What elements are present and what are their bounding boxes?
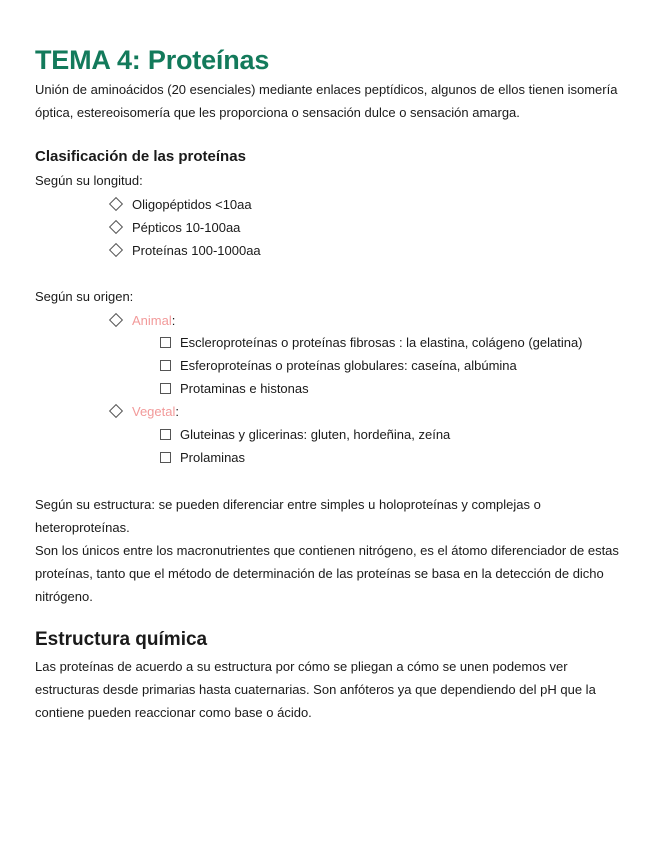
- animal-item: Esferoproteínas o proteínas globulares: caseína, albúmina: [180, 358, 517, 373]
- diamond-bullet-icon: [109, 197, 123, 211]
- page-title: TEMA 4: Proteínas: [35, 45, 270, 75]
- vegetal-label: Vegetal: [132, 404, 176, 419]
- checkbox-bullet-icon: [160, 360, 171, 371]
- chemical-heading: Estructura química: [35, 629, 208, 650]
- nitrogen-paragraph: Son los únicos entre los macronutrientes que contienen nitrógeno, es el átomo diferenciador de estas proteínas, tanto que el método de determinación de las proteínas se basa en la detección de dicho nitrógeno.: [35, 543, 619, 604]
- origin-label: Según su origen:: [35, 289, 134, 304]
- length-item: Pépticos 10-100aa: [132, 220, 241, 235]
- animal-group: [132, 311, 175, 331]
- animal-item: Escleroproteínas o proteínas fibrosas : la elastina, colágeno (gelatina): [180, 335, 583, 350]
- vegetal-item: Gluteinas y glicerinas: gluten, hordeñina, zeína: [180, 427, 451, 442]
- diamond-bullet-icon: [109, 404, 123, 418]
- diamond-bullet-icon: [109, 243, 123, 257]
- length-item: Proteínas 100-1000aa: [132, 243, 261, 258]
- colon: :: [175, 404, 179, 419]
- colon: :: [171, 313, 176, 328]
- diamond-bullet-icon: [109, 313, 123, 327]
- chemical-paragraph: Las proteínas de acuerdo a su estructura por cómo se pliegan a cómo se unen podemos ver estructuras desde primarias hasta cuaternarias. Son anfóteros ya que dependiendo del pH que la contiene pueden reaccionar como base o ácido.: [35, 659, 596, 720]
- vegetal-item: Prolaminas: [180, 450, 246, 465]
- vegetal-group: [132, 402, 179, 422]
- length-item: Oligopéptidos <10aa: [132, 197, 252, 212]
- intro-paragraph: Unión de aminoácidos (20 esenciales) mediante enlaces peptídicos, algunos de ellos tienen isomería óptica, estereoisomería que les proporciona o sensación dulce o sensación amarga.: [35, 82, 618, 120]
- checkbox-bullet-icon: [160, 337, 171, 348]
- diamond-bullet-icon: [109, 220, 123, 234]
- structure-paragraph: Según su estructura: se pueden diferenciar entre simples u holoproteínas y complejas o heteroproteínas.: [35, 497, 541, 535]
- classification-heading: Clasificación de las proteínas: [35, 148, 246, 165]
- checkbox-bullet-icon: [160, 429, 171, 440]
- length-label: Según su longitud:: [35, 173, 143, 188]
- animal-label: Animal: [132, 313, 172, 328]
- animal-item: Protaminas e histonas: [180, 381, 309, 396]
- checkbox-bullet-icon: [160, 383, 171, 394]
- checkbox-bullet-icon: [160, 452, 171, 463]
